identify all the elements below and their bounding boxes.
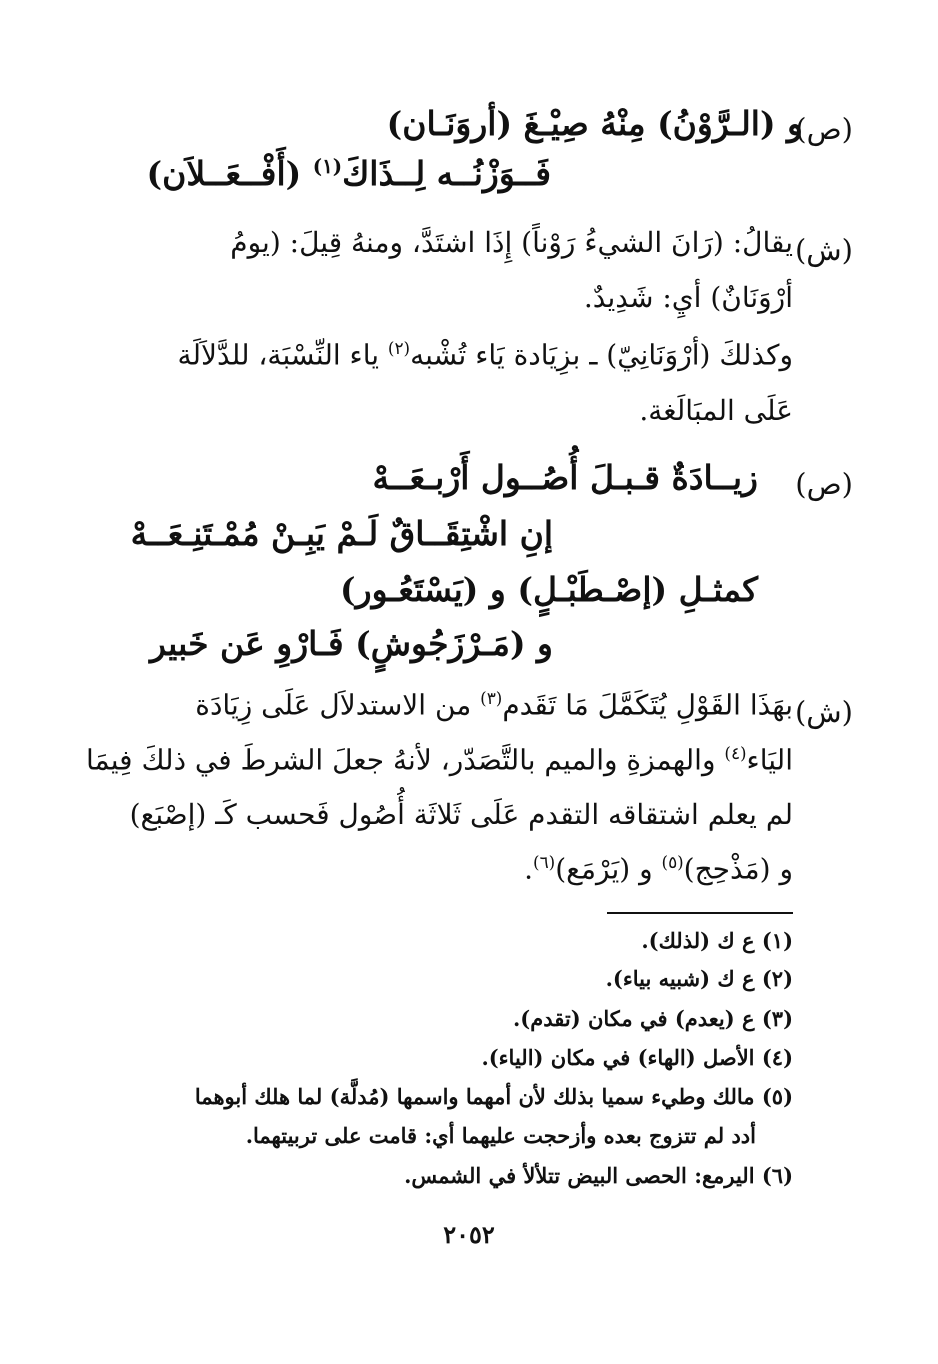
footnote: (٤) الأصل (الهاء) في مكان (الياء).	[481, 1045, 793, 1070]
commentary-text: وكذلكَ (أرْوَنَانِيّ) ـ بزِيَادة يَاء تُشْبه	[410, 338, 793, 372]
verse-line: و (مَـرْزَجُوشٍ) فَـارْوِ عَن خَبير	[149, 624, 553, 663]
footnote-ref: (٦)	[533, 852, 556, 872]
verse-line: إنِ اشْتِقَــاقٌ لَـمْ يَبِـنْ مُمْـتَنِـعَــهْ	[130, 514, 553, 553]
commentary-text: والهمزةِ والميم بالتَّصَدّر، لأنهُ جعلَ الشرطَ في ذلكَ فِيمَا	[85, 743, 725, 777]
footnote: (١) ع ك (لذلك).	[641, 928, 793, 953]
sad-marker: (ص)	[795, 112, 853, 146]
footnote-ref: (٣)	[480, 688, 503, 708]
commentary-text: اليَاء	[746, 743, 793, 777]
commentary-line: عَلَى المبَالَغة.	[639, 394, 793, 427]
footnote-continuation: أدد لم تتزوج بعده وأزحجت عليهما أي: قامت على تربيتهما.	[245, 1123, 756, 1148]
commentary-text: .	[524, 852, 534, 886]
footnote-ref: (٥)	[661, 852, 684, 872]
footnote: (٢) ع ك (شبيه بياء).	[605, 966, 793, 991]
commentary-text: بهَذَا القَوْلِ يُتَكَمَّلَ مَا تَقَدم	[502, 688, 793, 722]
commentary-line	[86, 743, 793, 776]
footnote-ref: (١)	[312, 154, 343, 178]
commentary-line	[524, 852, 793, 885]
footnote-ref: (٤)	[724, 743, 747, 763]
footnote: (٥) مالك وطيء سميا بذلك لأن أمهما واسمها (مُدلَّة) لما هلك أبوهما	[194, 1084, 793, 1109]
footnote-separator	[607, 912, 793, 914]
commentary-line	[177, 338, 793, 371]
commentary-line: يقالُ: (رَانَ الشيءُ رَوْناً) إِذَا اشتَدَّ، ومنهُ قِيلَ: (يومُ	[230, 226, 793, 259]
commentary-text: و (مَذْحِج)	[683, 852, 793, 886]
sad-marker: (ص)	[795, 467, 853, 501]
verse-line	[147, 154, 551, 193]
commentary-line: لم يعلم اشتقاقه التقدم عَلَى ثَلاثَة أُصُول فَحسب كَـ (إصْبَع)	[129, 798, 793, 831]
verse-line: زيــادَةٌ قـبـلَ أُصُــول أَرْبـعَــهْ	[372, 458, 758, 497]
verse-text: فَــوَزْنُــه لِــذَاكَ	[342, 154, 551, 193]
commentary-line: أرْوَنَانٌ) أيِ: شَدِيدٌ.	[583, 281, 793, 314]
commentary-text: و (يَرْمَع)	[555, 852, 662, 886]
commentary-text: ياء النِّسْبَة، للدَّلاَلَة	[177, 338, 388, 372]
sharh-marker: (ش)	[794, 695, 853, 729]
page-number: ٢٠٥٢	[443, 1220, 495, 1249]
commentary-line	[195, 688, 793, 721]
verse-line: كمثـلِ (إصْـطَبْـلٍ) و (يَسْتَعُـور)	[340, 570, 758, 609]
verse-text: (أَفْــعَــلاَن)	[146, 154, 302, 193]
footnote-ref: (٢)	[387, 338, 411, 358]
verse-line: و (الـرَّوْنُ) مِنْهُ صِيْـغَ (أروَنَـان)	[386, 104, 803, 143]
footnote: (٦) اليرمع: الحصى البيض تتلألأ في الشمس.	[404, 1163, 793, 1188]
footnote: (٣) ع (يعدم) في مكان (تقدم).	[513, 1006, 793, 1031]
sharh-marker: (ش)	[794, 233, 853, 267]
commentary-text: من الاستدلاَل عَلَى زِيَادَة	[195, 688, 481, 722]
